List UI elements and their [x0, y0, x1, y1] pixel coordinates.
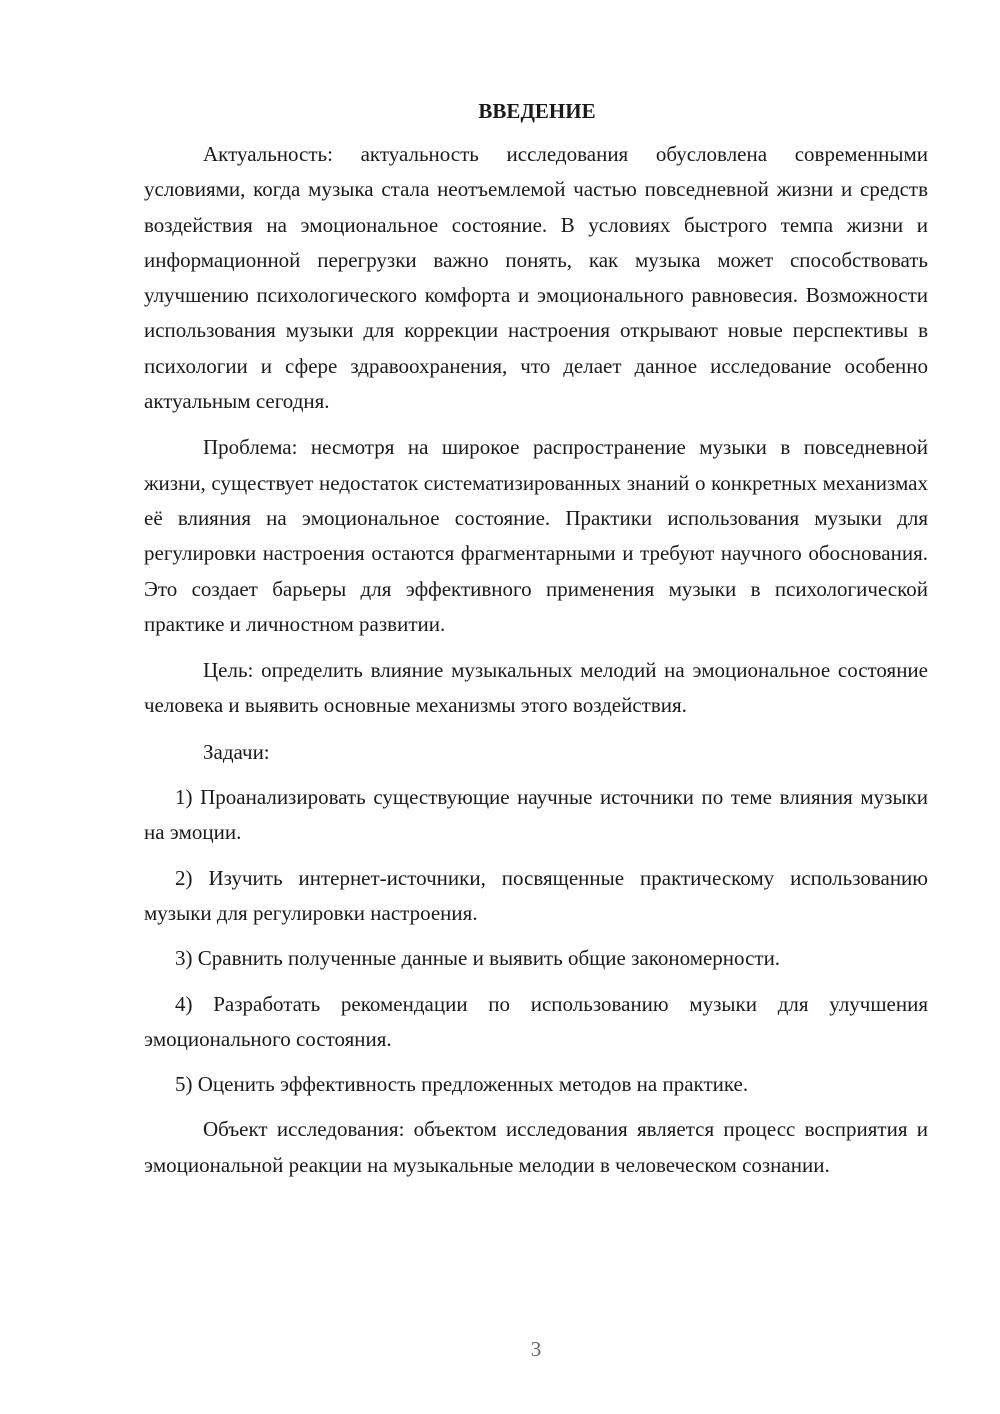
task-item-2: 2) Изучить интернет-источники, посвященные практическому использованию музыки для регулировки настроения.	[144, 865, 928, 925]
tasks-list	[144, 780, 928, 1102]
goal-paragraph: Цель: определить влияние музыкальных мелодий на эмоциональное состояние человека и выявить основные механизмы этого воздействия.	[144, 658, 928, 718]
problem-paragraph: Проблема: несмотря на широкое распространение музыки в повседневной жизни, существует недостаток систематизированных знаний о конкретных механизмах её влияния на эмоциональное состояние. Практики использования музыки для регулировки настроения остаются фрагментарными и требуют научного обоснования. Это создает барьеры для эффективного применения музыки в психологической практике и личностном развитии.	[144, 435, 928, 636]
tasks-heading: Задачи:	[203, 739, 270, 764]
page-number: 3	[530, 1337, 542, 1361]
task-item-1: 1) Проанализировать существующие научные источники по теме влияния музыки на эмоции.	[144, 785, 928, 845]
document-page	[144, 94, 928, 1183]
task-item-3: 3) Сравнить полученные данные и выявить общие закономерности.	[175, 946, 781, 971]
section-title: ВВЕДЕНИЕ	[478, 99, 596, 123]
task-item-4: 4) Разработать рекомендации по использованию музыки для улучшения эмоционального состояния.	[144, 991, 928, 1051]
relevance-paragraph: Актуальность: актуальность исследования обусловлена современными условиями, когда музыка стала неотъемлемой частью повседневной жизни и средств воздействия на эмоциональное состояние. В условиях быстрого темпа жизни и информационной перегрузки важно понять, как музыка может способствовать улучшению психологического комфорта и эмоционального равновесия. Возможности использования музыки для коррекции настроения открывают новые перспективы в психологии и сфере здравоохранения, что делает данное исследование особенно актуальным сегодня.	[144, 142, 928, 414]
object-paragraph: Объект исследования: объектом исследования является процесс восприятия и эмоциональной реакции на музыкальные мелодии в человеческом сознании.	[144, 1117, 928, 1177]
task-item-5: 5) Оценить эффективность предложенных методов на практике.	[175, 1072, 749, 1097]
